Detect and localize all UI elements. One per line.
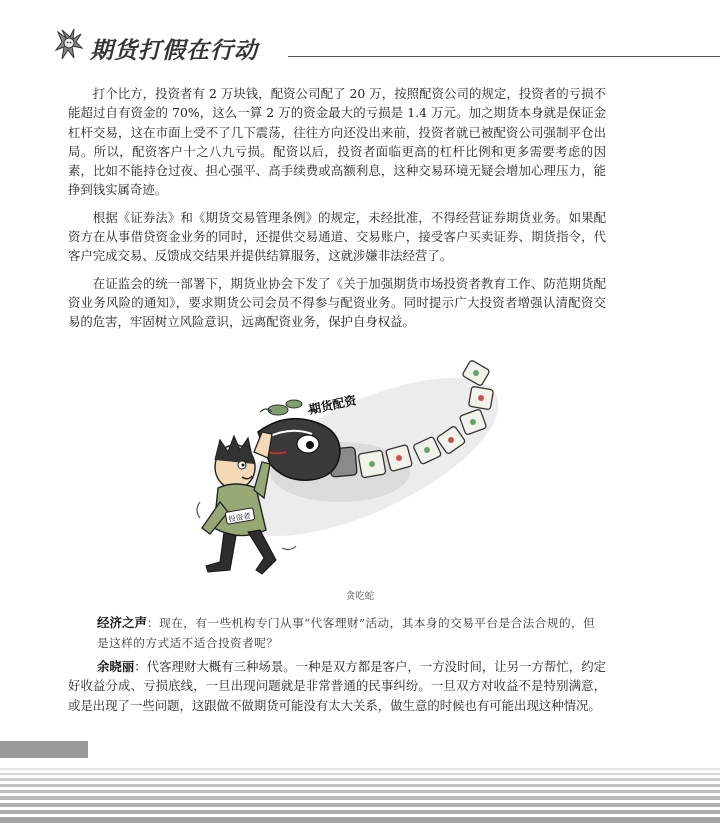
interview-answer <box>68 657 606 715</box>
person-label: 投资者 <box>227 511 252 524</box>
answer-paragraph <box>68 657 606 715</box>
question-paragraph <box>97 613 606 653</box>
page-title: 期货打假在行动 <box>90 38 258 64</box>
snake-cartoon-illustration <box>190 352 525 580</box>
snake-label: 期货配资 <box>307 393 358 417</box>
article-body <box>68 84 606 340</box>
question-speaker: 经济之声 <box>97 615 148 630</box>
paragraph: 打个比方，投资者有 2 万块钱，配资公司配了 20 万，按照配资公司的规定，投资者的亏损不能超过自有资金的 70%，这么一算 2 万的资金最大的亏损是 1.4 万元。加之期货本身就是保证金杠杆交易，这在市面上受不了几下震荡，往往方向还没出来前，投资者就已被配资公司强制平仓出局。所以，配资客户十之八九亏损。配资以后，投资者面临更高的杠杆比例和更多需要考虑的因素，比如不能持仓过夜、担心强平、高手续费或高额利息，这种交易环境无疑会增加心理压力，能挣到钱实属奇迹。 <box>68 86 606 198</box>
header-rule <box>288 56 720 57</box>
paragraph: 在证监会的统一部署下，期货业协会下发了《关于加强期货市场投资者教育工作、防范期货配资业务风险的通知》，要求期货公司会员不得参与配资业务。同时提示广大投资者增强认清配资交易的危害，牢固树立风险意识，远离配资业务，保护自身权益。 <box>68 275 606 330</box>
footer-stripes <box>0 768 720 823</box>
warrior-mascot-icon <box>54 28 84 62</box>
page-tab-marker <box>0 741 88 758</box>
question-text: ：现在，有一些机构专门从事“代客理财”活动，其本身的交易平台是合法合规的，但是这样的方式适不适合投资者呢？ <box>97 616 596 650</box>
page-header <box>50 26 720 70</box>
paragraph: 根据《证券法》和《期货交易管理条例》的规定，未经批准，不得经营证券期货业务。如果配资方在从事借贷资金业务的同时，还提供交易通道、交易账户，接受客户买卖证券、期货指令，代客户完成交易、反馈成交结果并提供结算服务，这就涉嫌非法经营了。 <box>68 209 606 264</box>
interview-question <box>97 613 606 661</box>
illustration-caption: 贪吃蛇 <box>345 591 375 602</box>
answer-speaker: 余晓丽 <box>97 659 135 674</box>
answer-text: ：代客理财大概有三种场景。一种是双方都是客户，一方没时间，让另一方帮忙，约定好收益分成、亏损底线，一旦出现问题就是非常普通的民事纠纷。一旦双方对收益不是特别满意，或是出现了一些问题，这跟做不做期货可能没有太大关系，做生意的时候也有可能出现这种情况。 <box>68 659 607 713</box>
